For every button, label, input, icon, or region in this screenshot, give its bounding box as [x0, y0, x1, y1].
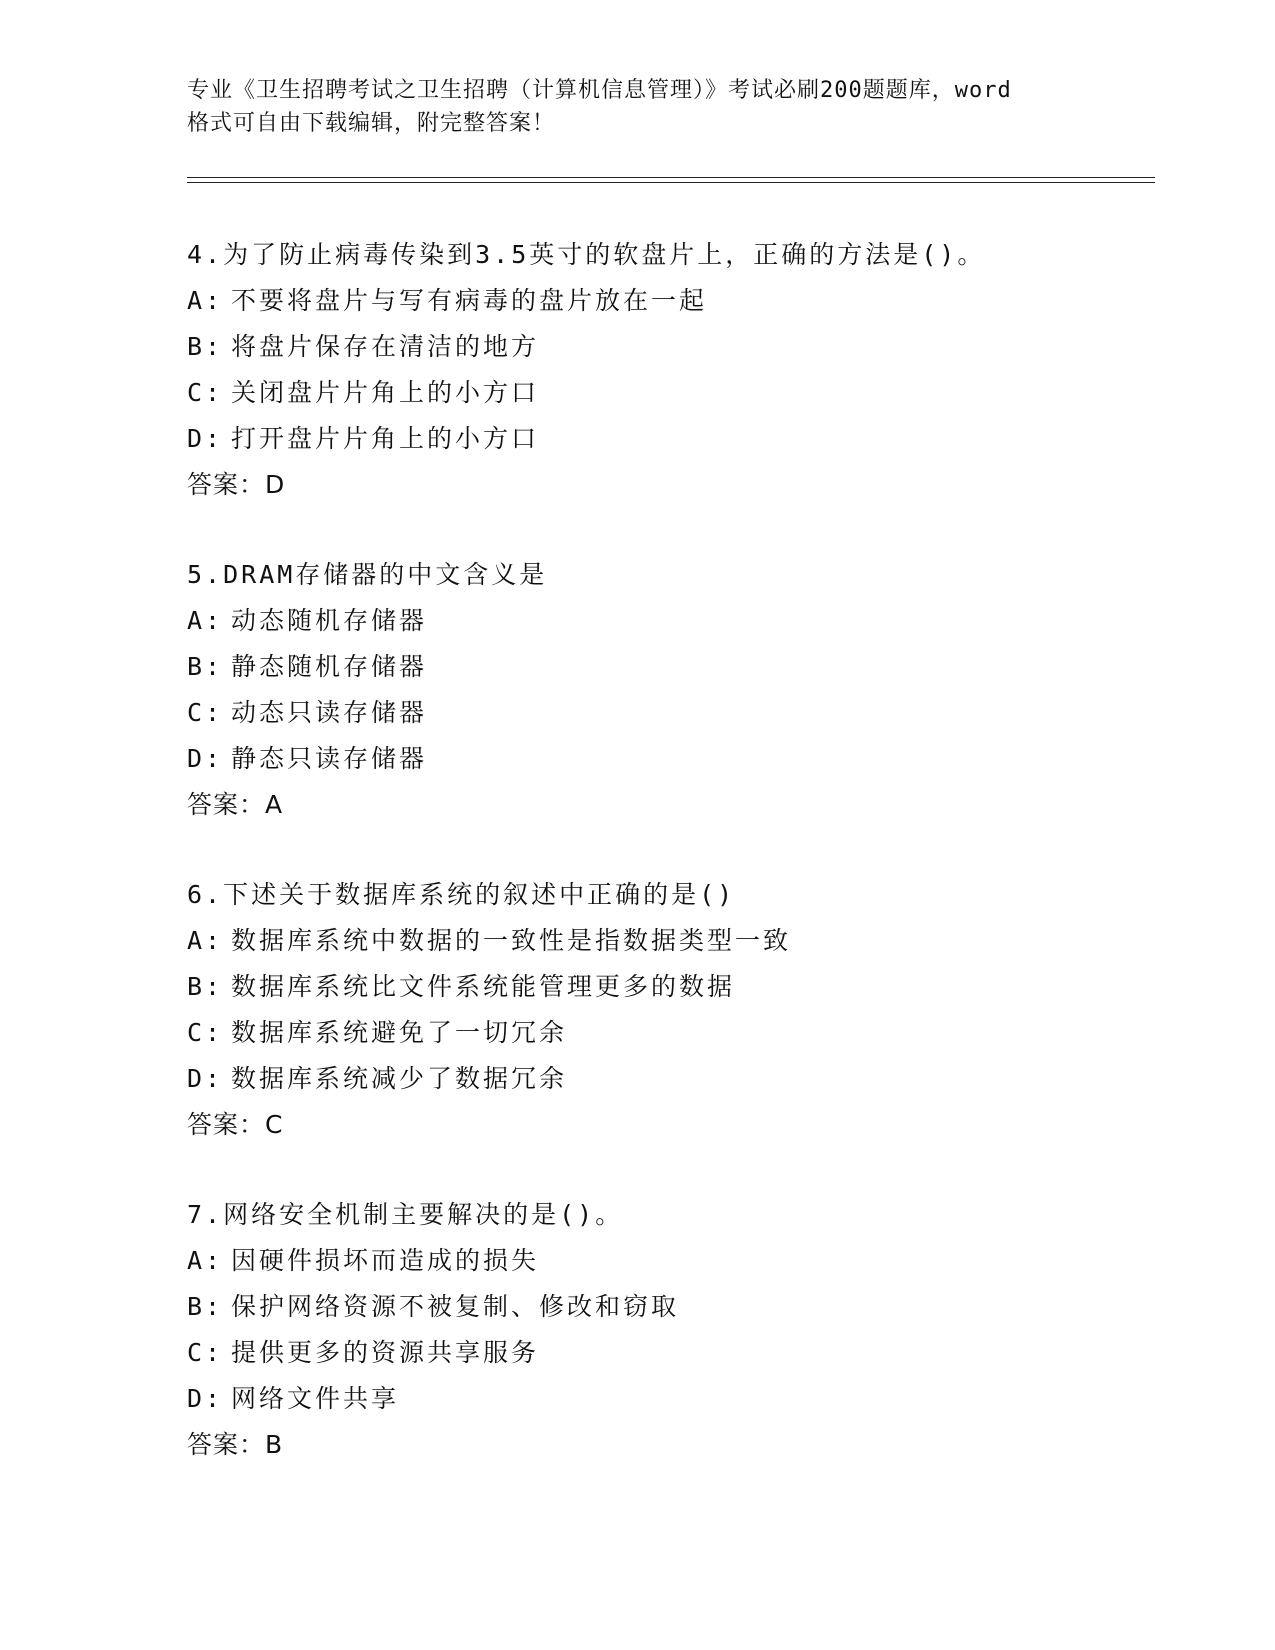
option-d: [187, 1376, 1155, 1422]
option-text: 因硬件损坏而造成的损失: [231, 1246, 540, 1275]
question-list: [187, 232, 1155, 1512]
option-b: [187, 324, 1155, 370]
option-a: [187, 598, 1155, 644]
option-d: [187, 416, 1155, 462]
option-label: D:: [187, 1064, 224, 1093]
option-text: 网络文件共享: [231, 1384, 400, 1413]
answer-line: 答案：B: [187, 1430, 284, 1459]
option-label: D:: [187, 424, 224, 453]
option-label: B:: [187, 972, 224, 1001]
option-label: A:: [187, 1246, 224, 1275]
option-label: D:: [187, 1384, 224, 1413]
option-a: [187, 278, 1155, 324]
option-b: [187, 1284, 1155, 1330]
option-b: [187, 644, 1155, 690]
option-text: 提供更多的资源共享服务: [231, 1338, 540, 1367]
option-label: D:: [187, 744, 224, 773]
option-text: 数据库系统减少了数据冗余: [231, 1064, 568, 1093]
option-text: 不要将盘片与写有病毒的盘片放在一起: [231, 286, 708, 315]
option-label: C:: [187, 378, 224, 407]
option-label: B:: [187, 652, 224, 681]
option-a: [187, 918, 1155, 964]
option-a: [187, 1238, 1155, 1284]
option-label: C:: [187, 698, 224, 727]
option-text: 数据库系统避免了一切冗余: [231, 1018, 568, 1047]
option-text: 动态只读存储器: [231, 698, 428, 727]
question-stem: 7.网络安全机制主要解决的是()。: [187, 1200, 624, 1229]
option-text: 数据库系统中数据的一致性是指数据类型一致: [231, 926, 792, 955]
option-text: 关闭盘片片角上的小方口: [231, 378, 540, 407]
option-label: A:: [187, 926, 224, 955]
option-label: C:: [187, 1338, 224, 1367]
question-5: [187, 552, 1155, 872]
option-text: 将盘片保存在清洁的地方: [231, 332, 540, 361]
document-header: [187, 74, 1087, 140]
option-label: A:: [187, 606, 224, 635]
option-label: B:: [187, 332, 224, 361]
option-label: A:: [187, 286, 224, 315]
option-c: [187, 690, 1155, 736]
question-6: [187, 872, 1155, 1192]
header-divider: [187, 177, 1155, 183]
question-4: [187, 232, 1155, 552]
question-stem: 6.下述关于数据库系统的叙述中正确的是(): [187, 880, 736, 909]
option-text: 打开盘片片角上的小方口: [231, 424, 540, 453]
option-text: 静态随机存储器: [231, 652, 428, 681]
question-stem: 4.为了防止病毒传染到3.5英寸的软盘片上，正确的方法是()。: [187, 240, 986, 269]
option-b: [187, 964, 1155, 1010]
option-label: B:: [187, 1292, 224, 1321]
option-c: [187, 1010, 1155, 1056]
answer-line: 答案：D: [187, 470, 286, 499]
answer-line: 答案：A: [187, 790, 284, 819]
question-stem: 5.DRAM存储器的中文含义是: [187, 560, 548, 589]
answer-line: 答案：C: [187, 1110, 284, 1139]
question-7: [187, 1192, 1155, 1512]
option-text: 静态只读存储器: [231, 744, 428, 773]
header-line-1: 专业《卫生招聘考试之卫生招聘（计算机信息管理）》考试必刷200题题库，word: [187, 78, 1012, 103]
option-text: 动态随机存储器: [231, 606, 428, 635]
option-text: 数据库系统比文件系统能管理更多的数据: [231, 972, 736, 1001]
option-d: [187, 736, 1155, 782]
option-c: [187, 370, 1155, 416]
option-label: C:: [187, 1018, 224, 1047]
option-text: 保护网络资源不被复制、修改和窃取: [231, 1292, 680, 1321]
option-d: [187, 1056, 1155, 1102]
header-line-2: 格式可自由下载编辑，附完整答案！: [187, 111, 556, 136]
option-c: [187, 1330, 1155, 1376]
